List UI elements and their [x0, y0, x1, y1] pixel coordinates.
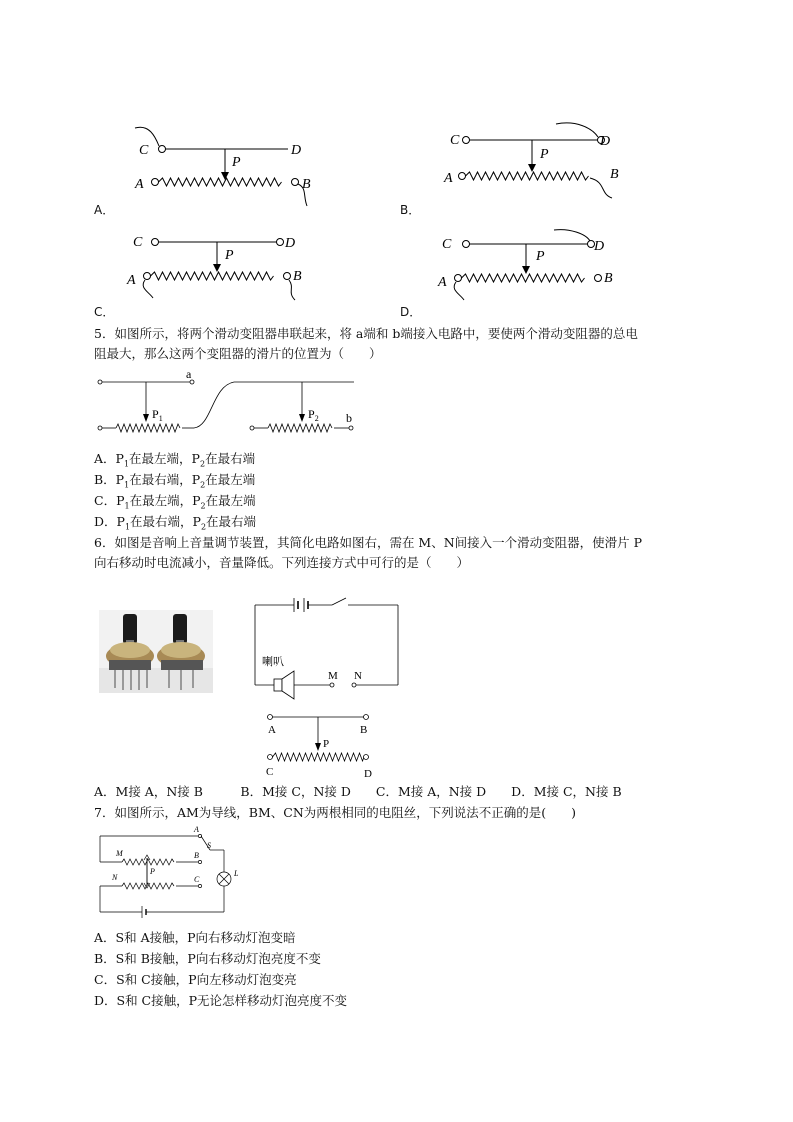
q5-stem-line2: 阻最大，那么这两个变阻器的滑片的位置为（ ）: [94, 346, 382, 361]
label-n: N: [112, 873, 118, 882]
label-b: B: [302, 177, 311, 192]
q7-option-c[interactable]: C．S和 C接触，P向左移动灯泡变亮: [94, 972, 297, 987]
q5-option-d[interactable]: D．$P_1$在最右端，$P_2$在最右端: [94, 514, 257, 532]
label-d: D: [594, 239, 605, 254]
label-c: C: [266, 766, 274, 778]
q7-stem: 7．如图所示，AM为导线，BM、CN为两根相同的电阻丝，下列说法不正确的是( ): [94, 805, 577, 820]
label-p: P: [232, 155, 241, 170]
q7-option-a[interactable]: A．S和 A接触，P向右移动灯泡变暗: [94, 930, 296, 945]
label-m: M: [328, 670, 338, 682]
q4-diagram-d: [434, 226, 634, 312]
label-b: B: [194, 851, 199, 860]
label-p: P: [225, 248, 234, 263]
q4-diagram-c: [125, 226, 325, 312]
label-p: P: [150, 867, 155, 876]
label-a: A: [127, 273, 136, 288]
label-c: C: [450, 133, 460, 148]
q5-diagram: [94, 366, 364, 440]
label-a: A: [194, 825, 199, 834]
label-a: A: [135, 177, 144, 192]
speaker-label: 喇叭: [262, 656, 284, 668]
q5-stem-line1: 5．如图所示，将两个滑动变阻器串联起来，将 a端和 b端接入电路中，要使两个滑动变阻器的总电: [94, 326, 638, 341]
q7-option-b[interactable]: B．S和 B接触，P向右移动灯泡亮度不变: [94, 951, 321, 966]
q4-option-d[interactable]: D．: [400, 305, 422, 319]
q4-diagram-a: [125, 122, 325, 208]
label-p: P: [540, 147, 549, 162]
label-p: P: [536, 249, 545, 264]
label-c: C: [194, 875, 200, 884]
q4-option-b[interactable]: B．: [400, 203, 421, 217]
label-d: D: [285, 236, 296, 251]
q6-options[interactable]: A．M接 A，N接 B B．M接 C，N接 D C．M接 A，N接 D D．M接 C，N接 B: [94, 784, 622, 799]
q7-option-d[interactable]: D．S和 C接触，P无论怎样移动灯泡亮度不变: [94, 993, 348, 1008]
q4-option-a[interactable]: A．: [94, 203, 115, 217]
label-c: C: [133, 235, 143, 250]
label-l: L: [234, 869, 239, 878]
q4-option-c[interactable]: C．: [94, 305, 115, 319]
label-b: b: [346, 411, 352, 425]
q6-circuit: [250, 595, 410, 783]
label-s: S: [207, 841, 211, 850]
label-d: D: [291, 143, 302, 158]
label-a: A: [268, 724, 276, 736]
q5-option-b[interactable]: B．$P_1$在最右端，$P_2$在最左端: [94, 472, 256, 490]
label-a: A: [444, 171, 453, 186]
label-b: B: [610, 167, 619, 182]
label-p2: $P_2$: [308, 407, 319, 423]
label-b: B: [293, 269, 302, 284]
label-m: M: [116, 849, 123, 858]
label-b: B: [604, 271, 613, 286]
q5-option-a[interactable]: A．$P_1$在最左端，$P_2$在最右端: [94, 451, 256, 469]
q6-stem-line1: 6．如图是音响上音量调节装置，其简化电路如图右，需在 M、N间接入一个滑动变阻器，使滑片 P: [94, 535, 643, 550]
label-p1: $P_1$: [152, 407, 163, 423]
label-d: D: [600, 134, 611, 149]
q5-option-c[interactable]: C．$P_1$在最左端，$P_2$在最左端: [94, 493, 256, 511]
label-d: D: [364, 768, 372, 780]
label-c: C: [442, 237, 452, 252]
potentiometer-photo: [99, 610, 213, 693]
label-c: C: [139, 143, 149, 158]
label-p: P: [323, 738, 330, 750]
label-a: A: [438, 275, 447, 290]
q6-stem-line2: 向右移动时电流减小，音量降低。下列连接方式中可行的是（ ）: [94, 555, 470, 570]
label-b: B: [360, 724, 368, 736]
q4-diagram-b: [440, 118, 640, 204]
q7-circuit: [94, 824, 254, 920]
label-n: N: [354, 670, 362, 682]
label-a: a: [186, 367, 192, 381]
